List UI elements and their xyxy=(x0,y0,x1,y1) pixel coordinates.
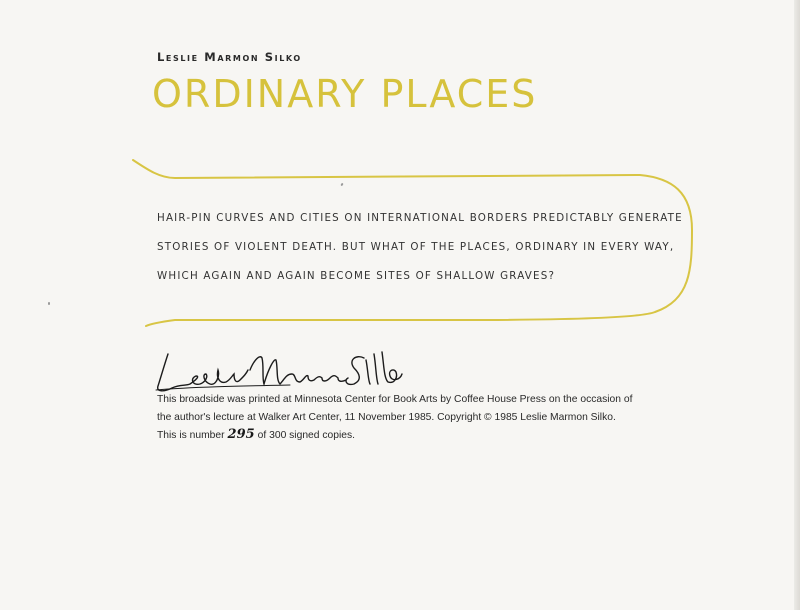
poem-line: HAIR-PIN CURVES AND CITIES ON INTERNATIONAL BORDERS PREDICTABLY GENERATE xyxy=(157,212,683,224)
page-title: ORDINARY PLACES xyxy=(152,72,538,116)
author-name: Leslie Marmon Silko xyxy=(157,50,302,64)
paper-fleck xyxy=(48,302,50,305)
edition-prefix: This is number xyxy=(157,430,225,441)
colophon-line: This broadside was printed at Minnesota Center for Book Arts by Coffee House Press on the occasion of xyxy=(157,394,633,405)
paper-edge-shadow xyxy=(794,0,800,610)
poem-text xyxy=(157,204,683,291)
colophon-line-edition xyxy=(157,426,632,445)
poem-line: STORIES OF VIOLENT DEATH. BUT WHAT OF THE PLACES, ORDINARY IN EVERY WAY, xyxy=(157,241,675,253)
edition-number: 295 xyxy=(227,427,255,442)
colophon xyxy=(157,391,632,445)
colophon-line: the author's lecture at Walker Art Center, 11 November 1985. Copyright © 1985 Leslie Marmon Silko. xyxy=(157,411,616,423)
poem-line: WHICH AGAIN AND AGAIN BECOME SITES OF SHALLOW GRAVES? xyxy=(157,270,556,282)
edition-suffix: of 300 signed copies. xyxy=(257,430,355,441)
